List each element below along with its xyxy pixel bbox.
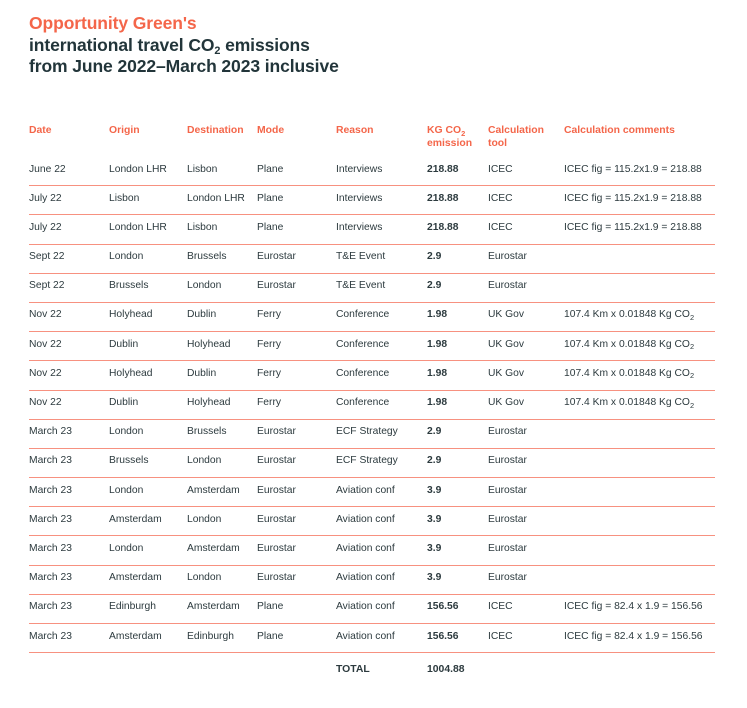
total-value: 1004.88 [427, 664, 465, 676]
cell-destination: Amsterdam [187, 601, 240, 613]
cell-reason: T&E Event [336, 280, 386, 292]
comment-text: ICEC fig = 82.4 x 1.9 = 156.56 [564, 601, 703, 613]
comment-co2-subscript: 2 [689, 312, 695, 322]
cell-calculation-tool: Eurostar [488, 513, 527, 525]
emissions-table [29, 120, 715, 682]
cell-calculation-comment [564, 222, 715, 235]
cell-mode: Ferry [257, 338, 282, 350]
cell-mode: Ferry [257, 397, 282, 408]
table-row [29, 420, 715, 449]
cell-mode: Eurostar [257, 542, 296, 554]
table-body [29, 157, 715, 653]
cell-date: July 22 [29, 221, 62, 233]
cell-reason: Aviation conf [336, 484, 395, 496]
cell-date: March 23 [29, 572, 72, 584]
cell-reason: ECF Strategy [336, 426, 398, 438]
column-header-date: Date [29, 125, 52, 136]
title-line-2-suffix: emissions [220, 34, 310, 55]
cell-calculation-tool: ICEC [488, 221, 513, 233]
cell-mode: Plane [257, 163, 284, 175]
cell-reason: Conference [336, 397, 390, 408]
cell-destination: Dublin [187, 309, 217, 321]
table-row [29, 595, 715, 624]
cell-reason: T&E Event [336, 251, 386, 263]
cell-kg-co2-emission: 2.9 [427, 280, 442, 292]
column-header-kg-prefix: KG CO [427, 125, 462, 136]
column-header-origin: Origin [109, 125, 140, 136]
cell-date: Nov 22 [29, 367, 62, 379]
cell-date: Nov 22 [29, 397, 62, 408]
cell-calculation-tool: Eurostar [488, 542, 527, 554]
cell-date: March 23 [29, 601, 72, 613]
cell-kg-co2-emission: 3.9 [427, 513, 442, 525]
cell-origin: Lisbon [109, 192, 140, 204]
table-row [29, 332, 715, 361]
cell-date: Nov 22 [29, 338, 62, 350]
cell-mode: Plane [257, 221, 284, 233]
cell-reason: ECF Strategy [336, 455, 398, 467]
cell-origin: Dublin [109, 397, 139, 408]
cell-destination: Lisbon [187, 221, 218, 233]
cell-kg-co2-emission: 156.56 [427, 601, 459, 613]
comment-text: ICEC fig = 115.2x1.9 = 218.88 [564, 221, 702, 233]
cell-origin: London [109, 484, 144, 496]
comment-text: 107.4 Km x 0.01848 Kg CO [564, 338, 690, 350]
cell-kg-co2-emission: 156.56 [427, 630, 459, 642]
table-row [29, 157, 715, 186]
cell-origin: London [109, 251, 144, 263]
cell-date: June 22 [29, 163, 66, 175]
cell-mode: Eurostar [257, 455, 296, 467]
cell-calculation-comment [564, 631, 715, 644]
cell-calculation-tool: ICEC [488, 192, 513, 204]
cell-destination: London [187, 572, 222, 584]
cell-calculation-comment [564, 164, 715, 177]
cell-origin: London [109, 542, 144, 554]
cell-mode: Eurostar [257, 572, 296, 584]
cell-mode: Ferry [257, 309, 282, 321]
cell-calculation-comment [564, 368, 715, 381]
cell-date: Sept 22 [29, 251, 65, 263]
cell-mode: Plane [257, 601, 284, 613]
cell-date: March 23 [29, 455, 72, 467]
table-row [29, 624, 715, 653]
cell-date: March 23 [29, 542, 72, 554]
cell-calculation-tool: ICEC [488, 601, 513, 613]
cell-kg-co2-emission: 3.9 [427, 484, 442, 496]
cell-calculation-tool: Eurostar [488, 426, 527, 438]
cell-kg-co2-emission: 2.9 [427, 455, 442, 467]
cell-calculation-comment [564, 601, 715, 614]
cell-calculation-tool: Eurostar [488, 484, 527, 496]
cell-kg-co2-emission: 1.98 [427, 338, 448, 350]
table-total-row [29, 653, 715, 682]
column-header-mode: Mode [257, 125, 285, 136]
table-row [29, 507, 715, 536]
cell-destination: London [187, 513, 222, 525]
cell-calculation-comment [564, 193, 715, 206]
table-row [29, 245, 715, 274]
table-row [29, 449, 715, 478]
table-row [29, 536, 715, 565]
cell-reason: Aviation conf [336, 630, 395, 642]
cell-kg-co2-emission: 1.98 [427, 309, 448, 321]
cell-destination: London [187, 280, 222, 292]
cell-reason: Aviation conf [336, 572, 395, 584]
cell-origin: Edinburgh [109, 601, 156, 613]
cell-reason: Interviews [336, 192, 383, 204]
comment-co2-subscript: 2 [689, 342, 695, 352]
cell-mode: Eurostar [257, 251, 296, 263]
cell-origin: London [109, 426, 144, 438]
cell-kg-co2-emission: 1.98 [427, 397, 448, 408]
cell-mode: Eurostar [257, 484, 296, 496]
cell-destination: Lisbon [187, 163, 218, 175]
cell-calculation-tool: Eurostar [488, 251, 527, 263]
cell-origin: Holyhead [109, 309, 153, 321]
cell-kg-co2-emission: 218.88 [427, 192, 459, 204]
cell-destination: London [187, 455, 222, 467]
comment-text: ICEC fig = 82.4 x 1.9 = 156.56 [564, 630, 703, 642]
comment-co2-subscript: 2 [689, 371, 695, 381]
cell-date: March 23 [29, 426, 72, 438]
cell-mode: Ferry [257, 367, 282, 379]
comment-text: 107.4 Km x 0.01848 Kg CO [564, 367, 690, 379]
cell-calculation-tool: ICEC [488, 630, 513, 642]
cell-date: March 23 [29, 630, 72, 642]
cell-destination: Amsterdam [187, 484, 240, 496]
cell-destination: Holyhead [187, 397, 231, 408]
cell-origin: Amsterdam [109, 572, 162, 584]
cell-reason: Conference [336, 309, 390, 321]
cell-origin: London LHR [109, 163, 167, 175]
cell-destination: Edinburgh [187, 630, 234, 642]
cell-date: March 23 [29, 513, 72, 525]
page-title [29, 13, 629, 78]
cell-date: March 23 [29, 484, 72, 496]
table-row [29, 478, 715, 507]
column-header-kg-line2: emission [427, 138, 473, 149]
cell-origin: Dublin [109, 338, 139, 350]
cell-kg-co2-emission: 218.88 [427, 163, 459, 175]
cell-origin: Brussels [109, 455, 149, 467]
cell-destination: Dublin [187, 367, 217, 379]
cell-calculation-tool: UK Gov [488, 397, 525, 408]
cell-destination: Brussels [187, 251, 227, 263]
cell-reason: Aviation conf [336, 542, 395, 554]
cell-reason: Conference [336, 338, 390, 350]
cell-reason: Conference [336, 367, 390, 379]
cell-mode: Plane [257, 630, 284, 642]
cell-origin: Brussels [109, 280, 149, 292]
title-line-3: from June 2022–March 2023 inclusive [29, 56, 339, 76]
cell-calculation-comment [564, 339, 715, 352]
comment-text: 107.4 Km x 0.01848 Kg CO [564, 309, 690, 321]
cell-calculation-tool: Eurostar [488, 280, 527, 292]
cell-calculation-comment [564, 309, 715, 322]
cell-destination: Brussels [187, 426, 227, 438]
column-header-reason: Reason [336, 125, 374, 136]
table-row [29, 303, 715, 332]
column-header-destination: Destination [187, 125, 244, 136]
cell-kg-co2-emission: 2.9 [427, 251, 442, 263]
cell-origin: Amsterdam [109, 513, 162, 525]
cell-mode: Eurostar [257, 513, 296, 525]
cell-kg-co2-emission: 2.9 [427, 426, 442, 438]
cell-reason: Aviation conf [336, 601, 395, 613]
cell-origin: London LHR [109, 221, 167, 233]
table-row [29, 186, 715, 215]
cell-mode: Plane [257, 192, 284, 204]
table-row [29, 215, 715, 244]
comment-text: ICEC fig = 115.2x1.9 = 218.88 [564, 163, 702, 175]
cell-mode: Eurostar [257, 280, 296, 292]
cell-mode: Eurostar [257, 426, 296, 438]
cell-date: Nov 22 [29, 309, 62, 321]
column-header-tool-line1: Calculation [488, 125, 545, 136]
cell-kg-co2-emission: 218.88 [427, 221, 459, 233]
column-header-calculation-comments: Calculation comments [564, 125, 675, 136]
title-line-2-prefix: international travel CO [29, 34, 215, 55]
cell-calculation-tool: UK Gov [488, 309, 525, 321]
cell-calculation-tool: UK Gov [488, 338, 525, 350]
title-co2-subscript: 2 [214, 44, 221, 57]
cell-date: Sept 22 [29, 280, 65, 292]
comment-text: ICEC fig = 115.2x1.9 = 218.88 [564, 192, 702, 204]
column-header-tool-line2: tool [488, 138, 508, 149]
cell-destination: Holyhead [187, 338, 231, 350]
cell-origin: Holyhead [109, 367, 153, 379]
cell-reason: Aviation conf [336, 513, 395, 525]
column-header-kg-subscript: 2 [461, 128, 466, 138]
column-header-kg-co2-emission [427, 124, 488, 150]
total-label: TOTAL [336, 664, 370, 676]
comment-text: 107.4 Km x 0.01848 Kg CO [564, 397, 690, 408]
cell-kg-co2-emission: 3.9 [427, 572, 442, 584]
table-row [29, 361, 715, 390]
cell-calculation-tool: UK Gov [488, 367, 525, 379]
table-row [29, 274, 715, 303]
comment-co2-subscript: 2 [689, 400, 695, 410]
table-row [29, 391, 715, 420]
cell-kg-co2-emission: 3.9 [427, 542, 442, 554]
cell-calculation-tool: Eurostar [488, 572, 527, 584]
cell-reason: Interviews [336, 221, 383, 233]
cell-destination: London LHR [187, 192, 245, 204]
title-brand-line: Opportunity Green's [29, 13, 197, 33]
cell-calculation-tool: Eurostar [488, 455, 527, 467]
cell-date: July 22 [29, 192, 62, 204]
cell-origin: Amsterdam [109, 630, 162, 642]
cell-calculation-tool: ICEC [488, 163, 513, 175]
title-line-2 [29, 35, 629, 57]
cell-destination: Amsterdam [187, 542, 240, 554]
cell-kg-co2-emission: 1.98 [427, 367, 448, 379]
table-header-row [29, 120, 715, 157]
table-row [29, 566, 715, 595]
cell-calculation-comment [564, 397, 715, 410]
column-header-calculation-tool [488, 124, 564, 150]
cell-reason: Interviews [336, 163, 383, 175]
